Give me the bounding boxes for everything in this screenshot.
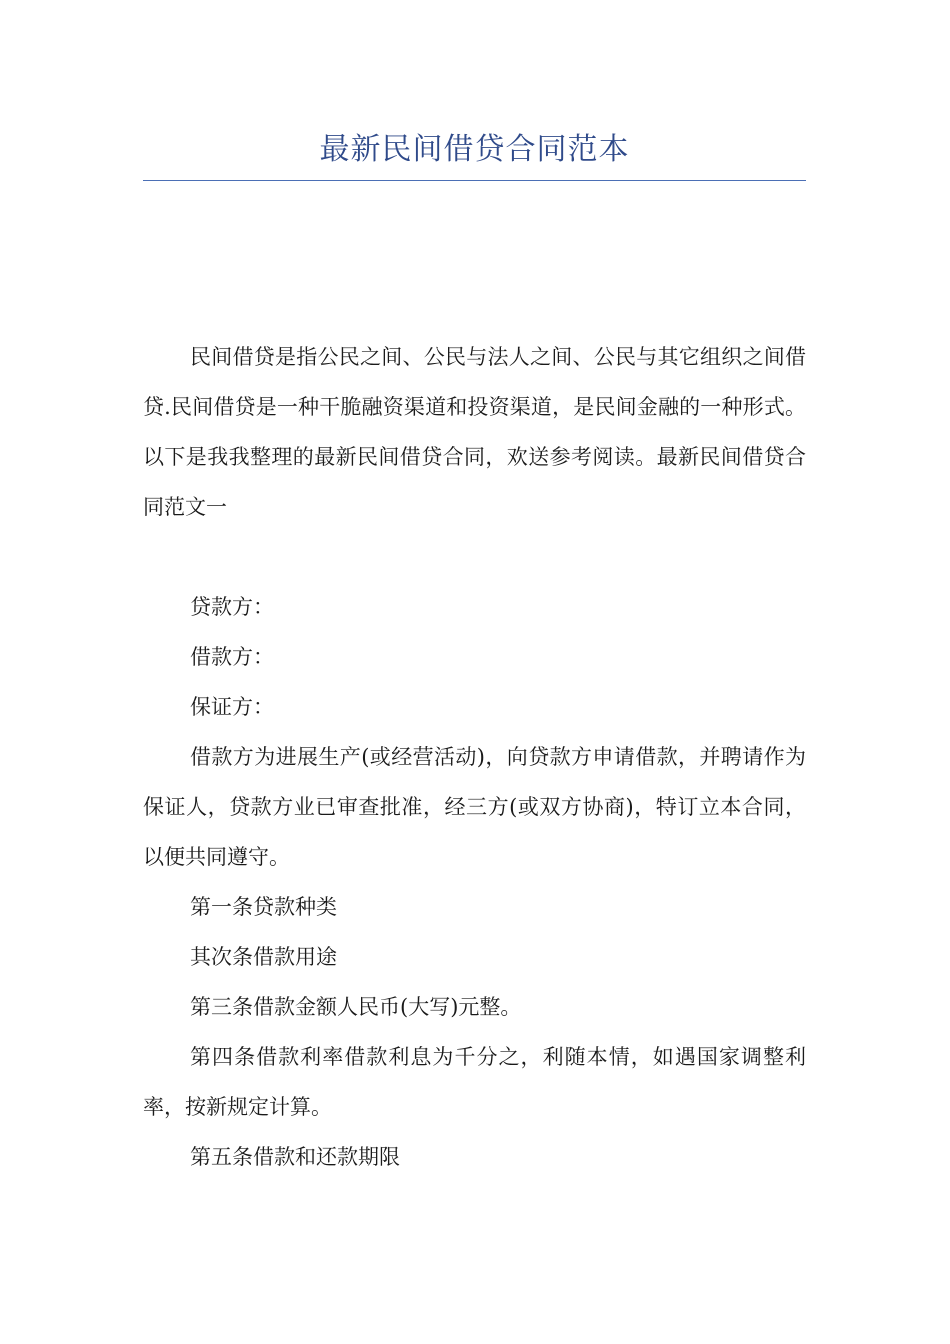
article-1: 第一条贷款种类: [190, 895, 337, 919]
intro-paragraph: 民间借贷是指公民之间、公民与法人之间、公民与其它组织之间借贷.民间借贷是一种干脆融资渠道和投资渠道，是民间金融的一种形式。以下是我我整理的最新民间借贷合同，欢送参考阅读。最新民间借贷合同范文一: [143, 345, 806, 519]
preamble-paragraph: 借款方为进展生产(或经营活动)，向贷款方申请借款，并聘请作为保证人，贷款方业已审查批准，经三方(或双方协商)，特订立本合同，以便共同遵守。: [143, 745, 806, 869]
paragraph-gap: [143, 532, 806, 582]
article-4: 第四条借款利率借款利息为千分之，利随本情，如遇国家调整利率，按新规定计算。: [143, 1045, 806, 1119]
guarantor-line: 保证方：: [190, 695, 274, 719]
document-body: [143, 332, 806, 1182]
article-5: 第五条借款和还款期限: [190, 1145, 400, 1169]
lender-line: 贷款方：: [190, 595, 274, 619]
article-3: 第三条借款金额人民币(大写)元整。: [190, 995, 522, 1019]
article-2: 其次条借款用途: [190, 945, 337, 969]
title-underline: [143, 180, 806, 181]
document-title: 最新民间借贷合同范本: [319, 132, 630, 167]
borrower-line: 借款方：: [190, 645, 274, 669]
